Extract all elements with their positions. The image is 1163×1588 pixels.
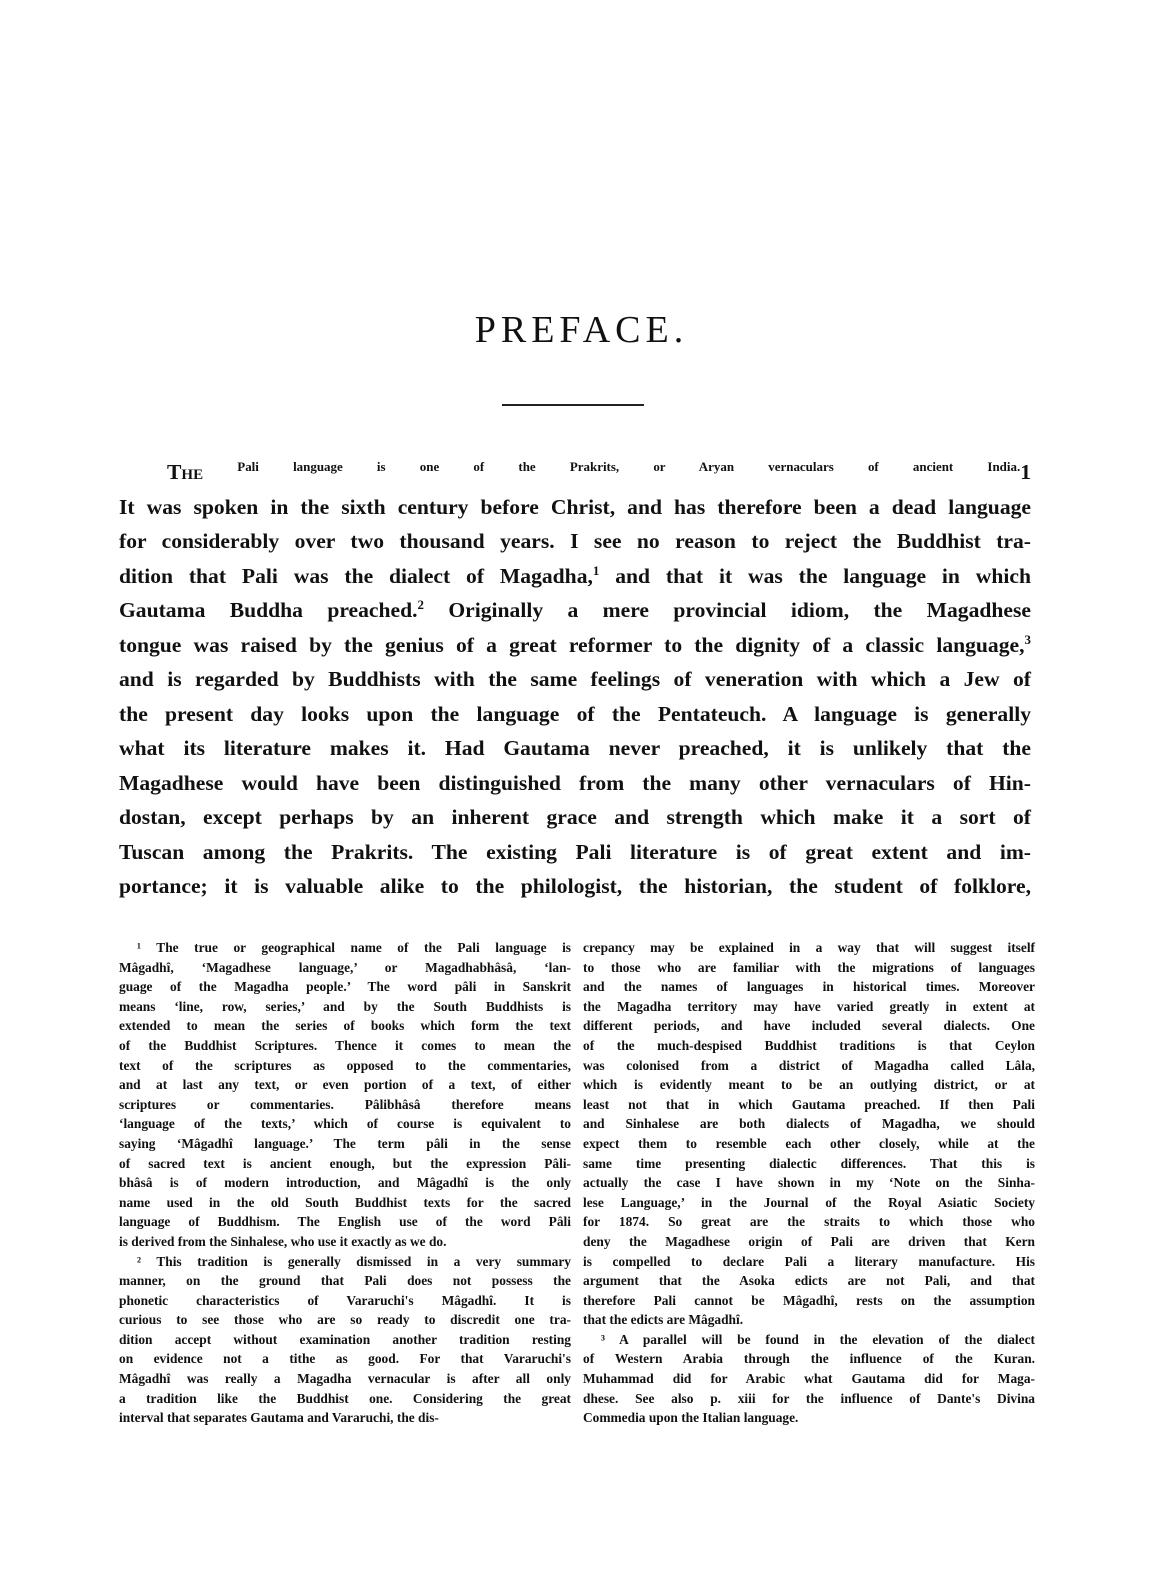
body-line [119, 455, 1031, 490]
body-text: portance; it is valuable alike to the philologist, the historian, the student of folklore, [119, 874, 1031, 898]
body-line [119, 869, 1031, 904]
footnote-line: name used in the old South Buddhist texts for the sacred [119, 1194, 571, 1210]
body-text: Gautama Buddha preached. [119, 598, 418, 622]
body-text: Originally a mere provincial idiom, the Magadhese [424, 598, 1031, 622]
footnote-line: ‘language of the texts,’ which of course is equivalent to [119, 1116, 571, 1132]
footnote-line: saying ‘Mâgadhî language.’ The term pâli in the sense [119, 1135, 571, 1151]
footnote-line: least not that in which Gautama preached. If then Pali [583, 1096, 1035, 1112]
footnote-line: guage of the Magadha people.’ The word pâli in Sanskrit [119, 979, 571, 995]
footnote-line: and at last any text, or even portion of a text, of either [119, 1077, 571, 1093]
footnote-marker: 1 [592, 562, 600, 578]
body-text: the present day looks upon the language of the Pentateuch. A language is generally [119, 701, 1031, 726]
body-line [119, 490, 1031, 525]
footnote-line: is derived from the Sinhalese, who use it exactly as we do. [119, 1233, 447, 1249]
footnotes-right [583, 938, 1035, 1428]
footnote-line: phonetic characteristics of Vararuchi's Mâgadhî. It is [119, 1292, 571, 1308]
body-line [119, 835, 1031, 870]
body-text: and is regarded by Buddhists with the same feelings of veneration with which a Jew of [119, 667, 1031, 691]
footnote-line: ³ A parallel will be found in the elevation of the dialect [601, 1331, 1035, 1347]
title-rule [502, 404, 644, 406]
footnote-line: crepancy may be explained in a way that will suggest itself [583, 940, 1035, 955]
body-line [119, 662, 1031, 697]
footnote-line: of the much-despised Buddhist traditions is that Ceylon [583, 1037, 1035, 1053]
body-text: dostan, except perhaps by an inherent grace and strength which make it a sort of [119, 805, 1031, 829]
footnote-line: dition accept without examination another tradition resting [119, 1331, 571, 1347]
body-text: Magadhese would have been distinguished from the many other vernaculars of Hin- [119, 770, 1031, 795]
footnote-marker: 3 [1024, 631, 1031, 647]
footnote-line: same time presenting dialectic differences. That this is [583, 1155, 1035, 1171]
footnote-line: dhese. See also p. xiii for the influence of Dante's Divina [583, 1390, 1035, 1406]
footnote-line: the Magadha territory may have varied greatly in extent at [583, 998, 1035, 1014]
footnote-line: Mâgadhî was really a Magadha vernacular is after all only [119, 1371, 571, 1387]
body-line [119, 731, 1031, 766]
footnote-line: deny the Magadhese origin of Pali are driven that Kern [583, 1233, 1035, 1249]
body-line [119, 524, 1031, 559]
footnote-line: lese Language,’ in the Journal of the Royal Asiatic Society [583, 1194, 1035, 1210]
footnote-line: scriptures or commentaries. Pâlibhâsâ therefore means [119, 1096, 571, 1112]
footnote-line: extended to mean the series of books which form the text [119, 1018, 571, 1034]
footnote-line: argument that the Asoka edicts are not Pali, and that [583, 1273, 1035, 1289]
footnote-marker: Pali language is one of the Prakrits, or Aryan vernaculars of ancient India. [203, 458, 1021, 474]
footnote-line: is compelled to declare Pali a literary manufacture. His [583, 1253, 1035, 1269]
body-text: for considerably over two thousand years. I see no reason to reject the Buddhist tra- [119, 529, 1031, 553]
body-text: The [167, 460, 204, 484]
footnote-marker: 2 [417, 596, 424, 612]
footnote-line: curious to see those who are so ready to discredit one tra- [119, 1312, 571, 1328]
preface-body [119, 455, 1031, 904]
footnotes-right-column [583, 938, 1035, 1428]
footnote-line: bhâsâ is of modern introduction, and Mâgadhî is the only [119, 1175, 571, 1191]
body-text: 1 [1020, 460, 1031, 484]
footnote-line: Commedia upon the Italian language. [583, 1410, 799, 1426]
footnote-line: Mâgadhî, ‘Magadhese language,’ or Magadhabhâsâ, ‘lan- [119, 959, 571, 975]
footnotes-left [119, 938, 571, 1428]
footnote-line: was colonised from a district of Magadha called Lâla, [583, 1057, 1035, 1073]
body-text: Tuscan among the Prakrits. The existing Pali literature is of great extent and im- [119, 839, 1031, 864]
footnote-line: of sacred text is ancient enough, but the expression Pâli- [119, 1155, 571, 1171]
footnote-line: different periods, and have included several dialects. One [583, 1018, 1035, 1034]
body-text: and that it was the language in which [599, 563, 1031, 588]
footnote-line: ² This tradition is generally dismissed in a very summary [137, 1253, 571, 1269]
footnote-line: which is evidently meant to be an outlying district, or at [583, 1077, 1035, 1093]
body-line [119, 559, 1031, 594]
body-line [119, 593, 1031, 628]
footnote-line: and the names of languages in historical times. Moreover [583, 979, 1035, 995]
footnote-line: text of the scriptures as opposed to the commentaries, [119, 1057, 571, 1073]
footnote-line: interval that separates Gautama and Vararuchi, the dis- [119, 1410, 439, 1426]
body-line [119, 697, 1031, 732]
footnote-line: means ‘line, row, series,’ and by the South Buddhists is [119, 998, 571, 1014]
body-line [119, 766, 1031, 801]
footnote-line: therefore Pali cannot be Mâgadhî, rests on the assumption [583, 1292, 1035, 1308]
footnote-line: of Western Arabia through the influence of the Kuran. [583, 1351, 1035, 1367]
body-text: what its literature makes it. Had Gautama never preached, it is unlikely that the [119, 736, 1031, 760]
page-title: PREFACE. [474, 309, 689, 351]
footnote-line: manner, on the ground that Pali does not possess the [119, 1273, 571, 1289]
body-line [119, 628, 1031, 663]
footnote-line: language of Buddhism. The English use of the word Pâli [119, 1214, 571, 1230]
body-text: dition that Pali was the dialect of Magadha, [119, 563, 593, 588]
footnote-line: a tradition like the Buddhist one. Considering the great [119, 1390, 571, 1406]
footnote-line: that the edicts are Mâgadhî. [583, 1312, 744, 1328]
footnote-line: Muhammad did for Arabic what Gautama did for Maga- [583, 1371, 1035, 1387]
footnote-line: for 1874. So great are the straits to which those who [583, 1214, 1035, 1230]
footnote-line: ¹ The true or geographical name of the Pali language is [137, 940, 571, 955]
footnote-line: on evidence not a tithe as good. For that Vararuchi's [119, 1351, 571, 1367]
footnote-line: actually the case I have shown in my ‘Note on the Sinha- [583, 1175, 1035, 1191]
footnotes-left-column [119, 938, 571, 1428]
body-text: tongue was raised by the genius of a great reformer to the dignity of a classic language, [119, 632, 1025, 657]
footnote-line: to those who are familiar with the migrations of languages [583, 959, 1035, 975]
body-text: It was spoken in the sixth century before Christ, and has therefore been a dead language [119, 494, 1031, 519]
footnote-line: and Sinhalese are both dialects of Magadha, we should [583, 1116, 1035, 1132]
footnote-line: expect them to resemble each other closely, while at the [583, 1135, 1035, 1151]
body-line [119, 800, 1031, 835]
footnote-line: of the Buddhist Scriptures. Thence it comes to mean the [119, 1037, 571, 1053]
